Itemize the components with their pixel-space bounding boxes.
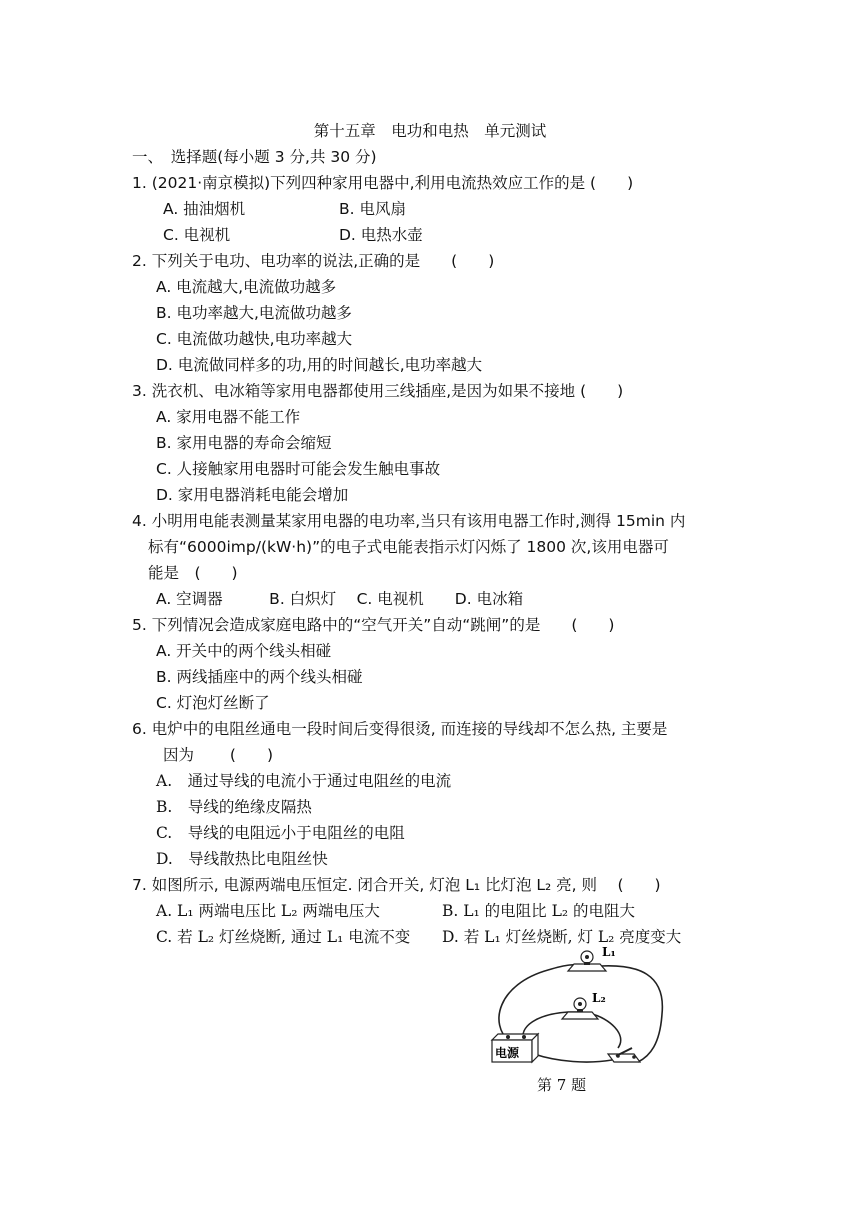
question-5-stem: 5. 下列情况会造成家庭电路中的“空气开关”自动“跳闸”的是 ( ) <box>132 616 615 634</box>
question-5-option-c: C. 灯泡灯丝断了 <box>156 694 270 712</box>
wire-bottom <box>534 1054 612 1062</box>
power-source-label: 电源 <box>495 1046 520 1060</box>
question-2-option-b: B. 电功率越大,电流做功越多 <box>156 304 352 322</box>
question-1-option-c: C. 电视机 <box>163 226 231 244</box>
l2-label: L₂ <box>592 991 606 1005</box>
question-6-option-d: D. 导线散热比电阻丝快 <box>156 850 328 868</box>
question-7-option-d: D. 若 L₁ 灯丝烧断, 灯 L₂ 亮度变大 <box>442 928 682 946</box>
page-title: 第十五章 电功和电热 单元测试 <box>313 122 547 140</box>
question-6-stem-line-2: 因为 ( ) <box>163 746 274 764</box>
question-3-option-b: B. 家用电器的寿命会缩短 <box>156 434 332 452</box>
question-7-stem: 7. 如图所示, 电源两端电压恒定. 闭合开关, 灯泡 L₁ 比灯泡 L₂ 亮, 则 ( ) <box>132 876 661 894</box>
question-1-option-a: A. 抽油烟机 <box>163 200 246 218</box>
question-3-option-d: D. 家用电器消耗电能会增加 <box>156 486 349 504</box>
question-4-stem-line-2: 标有“6000imp/(kW·h)”的电子式电能表指示灯闪烁了 1800 次,该用电器可 <box>148 538 669 556</box>
question-7-option-a: A. L₁ 两端电压比 L₂ 两端电压大 <box>156 902 380 920</box>
circuit-diagram <box>488 944 668 1070</box>
section-heading: 一、 选择题(每小题 3 分,共 30 分) <box>132 148 377 166</box>
switch-icon <box>608 1048 640 1062</box>
question-6-option-b: B. 导线的绝缘皮隔热 <box>156 798 312 816</box>
question-2-stem: 2. 下列关于电功、电功率的说法,正确的是 ( ) <box>132 252 495 270</box>
question-3-option-a: A. 家用电器不能工作 <box>156 408 301 426</box>
question-4-options: A. 空调器 B. 白炽灯 C. 电视机 D. 电冰箱 <box>156 590 524 608</box>
l1-label: L₁ <box>602 945 616 959</box>
question-1-stem: 1. (2021·南京模拟)下列四种家用电器中,利用电流热效应工作的是 ( ) <box>132 174 634 192</box>
question-6-stem-line-1: 6. 电炉中的电阻丝通电一段时间后变得很烫, 而连接的导线却不怎么热, 主要是 <box>132 720 668 738</box>
question-6-option-a: A. 通过导线的电流小于通过电阻丝的电流 <box>156 772 452 790</box>
question-1-option-b: B. 电风扇 <box>339 200 406 218</box>
question-1-option-d: D. 电热水壶 <box>339 226 423 244</box>
lamp-l1-icon <box>568 951 606 971</box>
question-5-option-a: A. 开关中的两个线头相碰 <box>156 642 332 660</box>
question-3-stem: 3. 洗衣机、电冰箱等家用电器都使用三线插座,是因为如果不接地 ( ) <box>132 382 624 400</box>
question-5-option-b: B. 两线插座中的两个线头相碰 <box>156 668 363 686</box>
figure-caption: 第 7 题 <box>537 1076 587 1094</box>
question-7-option-b: B. L₁ 的电阻比 L₂ 的电阻大 <box>442 902 636 920</box>
question-4-stem-line-1: 4. 小明用电能表测量某家用电器的电功率,当只有该用电器工作时,测得 15min 内 <box>132 512 686 530</box>
wire-top-left <box>499 965 584 1042</box>
question-2-option-a: A. 电流越大,电流做功越多 <box>156 278 337 296</box>
question-3-option-c: C. 人接触家用电器时可能会发生触电事故 <box>156 460 441 478</box>
question-6-option-c: C. 导线的电阻远小于电阻丝的电阻 <box>156 824 405 842</box>
question-2-option-d: D. 电流做同样多的功,用的时间越长,电功率越大 <box>156 356 483 374</box>
question-4-stem-line-3: 能是 ( ) <box>148 564 238 582</box>
question-2-option-c: C. 电流做功越快,电功率越大 <box>156 330 353 348</box>
question-7-option-c: C. 若 L₂ 灯丝烧断, 通过 L₁ 电流不变 <box>156 928 411 946</box>
